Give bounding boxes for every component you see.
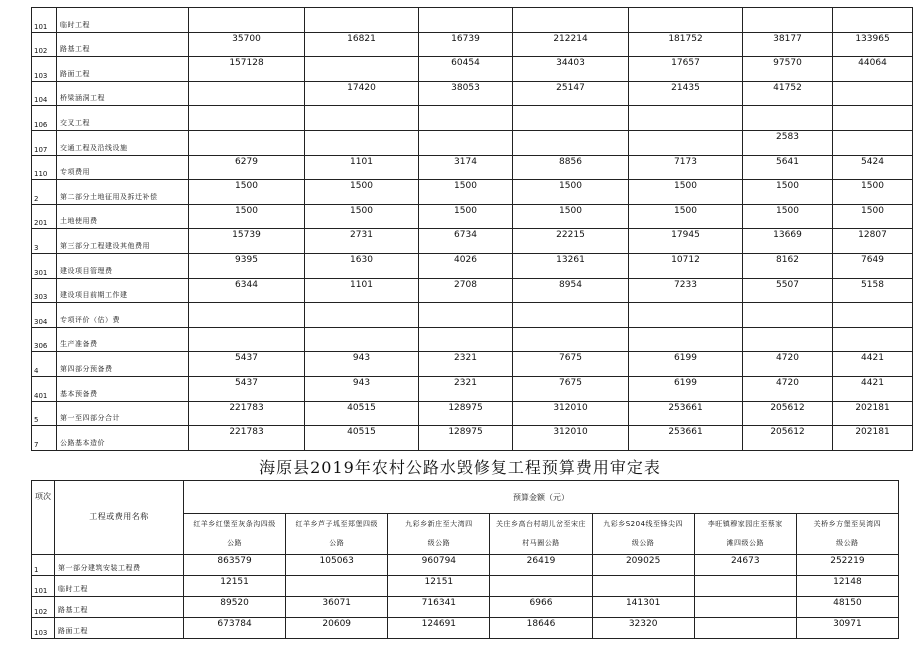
item-name: 公路基本造价 — [57, 426, 189, 451]
amount-cell — [513, 106, 629, 131]
amount-cell — [305, 327, 419, 352]
amount-cell — [833, 106, 913, 131]
amount-cell: 8954 — [513, 278, 629, 303]
table-row — [32, 229, 913, 254]
item-name: 临时工程 — [57, 8, 189, 33]
road-column-header — [286, 514, 388, 555]
amount-cell — [629, 303, 743, 328]
table-row — [32, 106, 913, 131]
page-title: 海原县2019年农村公路水毁修复工程预算费用审定表 — [259, 458, 661, 477]
road-column-header — [592, 514, 694, 555]
amount-cell: 40515 — [305, 401, 419, 426]
item-code: 401 — [32, 376, 57, 401]
amount-cell: 5641 — [743, 155, 833, 180]
item-code: 304 — [32, 303, 57, 328]
amount-cell: 105063 — [286, 555, 388, 576]
amount-cell: 36071 — [286, 597, 388, 618]
amount-cell: 1500 — [513, 204, 629, 229]
amount-cell — [189, 327, 305, 352]
item-name: 第四部分预备费 — [57, 352, 189, 377]
amount-cell: 181752 — [629, 32, 743, 57]
column-header-line: 级公路 — [836, 539, 859, 547]
amount-cell — [743, 106, 833, 131]
amount-cell: 124691 — [388, 618, 490, 639]
item-name: 路面工程 — [55, 618, 184, 639]
amount-cell: 7675 — [513, 376, 629, 401]
amount-cell — [513, 327, 629, 352]
item-code: 104 — [32, 81, 57, 106]
item-code: 103 — [32, 57, 57, 82]
amount-cell: 17420 — [305, 81, 419, 106]
amount-cell — [694, 618, 796, 639]
amount-cell: 202181 — [833, 401, 913, 426]
amount-cell: 2321 — [419, 376, 513, 401]
amount-cell — [419, 327, 513, 352]
amount-cell: 212214 — [513, 32, 629, 57]
item-name: 土地使用费 — [57, 204, 189, 229]
table-row — [32, 555, 899, 576]
amount-cell: 7649 — [833, 253, 913, 278]
budget-header: 预算金额（元） — [184, 481, 899, 514]
amount-cell: 8162 — [743, 253, 833, 278]
column-header-line: 级公路 — [427, 539, 451, 547]
road-column-header — [184, 514, 286, 555]
column-header-line: 红羊乡芦子坬至郑堡四级 — [295, 520, 378, 528]
amount-cell: 38053 — [419, 81, 513, 106]
amount-cell: 15739 — [189, 229, 305, 254]
item-code: 306 — [32, 327, 57, 352]
amount-cell — [833, 130, 913, 155]
amount-cell — [743, 303, 833, 328]
amount-cell: 8856 — [513, 155, 629, 180]
road-column-header — [388, 514, 490, 555]
amount-cell: 30971 — [796, 618, 898, 639]
amount-cell: 252219 — [796, 555, 898, 576]
item-name: 第二部分土地征用及拆迁补偿 — [57, 180, 189, 205]
amount-cell: 17657 — [629, 57, 743, 82]
amount-cell — [305, 106, 419, 131]
amount-cell: 5507 — [743, 278, 833, 303]
item-code: 103 — [32, 618, 55, 639]
item-code: 2 — [32, 180, 57, 205]
amount-cell: 21435 — [629, 81, 743, 106]
amount-cell: 312010 — [513, 426, 629, 451]
amount-cell: 1500 — [629, 180, 743, 205]
amount-cell: 863579 — [184, 555, 286, 576]
table-row — [32, 576, 899, 597]
cost-table-continued — [31, 7, 913, 451]
amount-cell — [592, 576, 694, 597]
amount-cell: 943 — [305, 376, 419, 401]
amount-cell: 2708 — [419, 278, 513, 303]
amount-cell — [419, 8, 513, 33]
item-code: 101 — [32, 576, 55, 597]
table-row — [32, 180, 913, 205]
amount-cell — [743, 327, 833, 352]
amount-cell: 202181 — [833, 426, 913, 451]
column-header-line: 红羊乡红堡至灰条沟四级 — [193, 520, 276, 528]
item-name: 路基工程 — [55, 597, 184, 618]
amount-cell: 253661 — [629, 401, 743, 426]
header-row-top — [32, 481, 899, 514]
amount-cell: 209025 — [592, 555, 694, 576]
amount-cell: 4421 — [833, 352, 913, 377]
amount-cell: 133965 — [833, 32, 913, 57]
amount-cell: 2321 — [419, 352, 513, 377]
column-header-line: 公路 — [227, 539, 243, 547]
amount-cell — [694, 576, 796, 597]
amount-cell — [629, 106, 743, 131]
table-row — [32, 278, 913, 303]
amount-cell: 12807 — [833, 229, 913, 254]
item-name: 桥梁涵洞工程 — [57, 81, 189, 106]
amount-cell — [189, 8, 305, 33]
item-name: 路基工程 — [57, 32, 189, 57]
amount-cell: 22215 — [513, 229, 629, 254]
amount-cell: 13669 — [743, 229, 833, 254]
amount-cell: 1500 — [743, 180, 833, 205]
amount-cell: 5158 — [833, 278, 913, 303]
item-name: 路面工程 — [57, 57, 189, 82]
item-header: 项次 — [32, 481, 55, 555]
name-header: 工程或费用名称 — [55, 481, 184, 555]
amount-cell: 38177 — [743, 32, 833, 57]
item-name: 交叉工程 — [57, 106, 189, 131]
amount-cell: 1500 — [419, 180, 513, 205]
item-name: 专项费用 — [57, 155, 189, 180]
column-header-line: 关桥乡方堡至吴湾四 — [813, 520, 882, 528]
amount-cell: 2731 — [305, 229, 419, 254]
amount-cell: 12151 — [184, 576, 286, 597]
column-header-line: 村马圈公路 — [522, 539, 560, 547]
amount-cell: 141301 — [592, 597, 694, 618]
amount-cell: 205612 — [743, 426, 833, 451]
item-name: 第一至四部分合计 — [57, 401, 189, 426]
amount-cell: 2583 — [743, 130, 833, 155]
table-row — [32, 8, 913, 33]
amount-cell: 16739 — [419, 32, 513, 57]
item-code: 102 — [32, 32, 57, 57]
amount-cell: 12151 — [388, 576, 490, 597]
amount-cell: 13261 — [513, 253, 629, 278]
amount-cell: 41752 — [743, 81, 833, 106]
road-column-header — [796, 514, 898, 555]
amount-cell: 6279 — [189, 155, 305, 180]
amount-cell — [189, 81, 305, 106]
road-column-header — [490, 514, 592, 555]
amount-cell: 4421 — [833, 376, 913, 401]
amount-cell: 4720 — [743, 376, 833, 401]
table-row — [32, 130, 913, 155]
table-row — [32, 426, 913, 451]
item-code: 101 — [32, 8, 57, 33]
amount-cell: 17945 — [629, 229, 743, 254]
column-header-line: 级公路 — [631, 539, 655, 547]
amount-cell: 9395 — [189, 253, 305, 278]
amount-cell: 221783 — [189, 401, 305, 426]
amount-cell: 312010 — [513, 401, 629, 426]
amount-cell — [833, 303, 913, 328]
table-row — [32, 401, 913, 426]
amount-cell: 3174 — [419, 155, 513, 180]
amount-cell — [833, 8, 913, 33]
amount-cell: 6344 — [189, 278, 305, 303]
item-code: 303 — [32, 278, 57, 303]
amount-cell: 205612 — [743, 401, 833, 426]
amount-cell: 157128 — [189, 57, 305, 82]
item-code: 110 — [32, 155, 57, 180]
amount-cell: 6199 — [629, 376, 743, 401]
table-row — [32, 253, 913, 278]
amount-cell: 16821 — [305, 32, 419, 57]
amount-cell — [833, 327, 913, 352]
amount-cell: 253661 — [629, 426, 743, 451]
cost-approval-table — [31, 480, 899, 639]
item-code: 107 — [32, 130, 57, 155]
amount-cell — [419, 106, 513, 131]
amount-cell — [513, 303, 629, 328]
amount-cell: 128975 — [419, 426, 513, 451]
amount-cell: 48150 — [796, 597, 898, 618]
amount-cell: 128975 — [419, 401, 513, 426]
amount-cell — [833, 81, 913, 106]
amount-cell: 44064 — [833, 57, 913, 82]
amount-cell: 5437 — [189, 376, 305, 401]
amount-cell: 1101 — [305, 155, 419, 180]
amount-cell: 32320 — [592, 618, 694, 639]
amount-cell — [513, 8, 629, 33]
amount-cell: 7675 — [513, 352, 629, 377]
item-name: 第一部分建筑安装工程费 — [55, 555, 184, 576]
item-code: 201 — [32, 204, 57, 229]
table-row — [32, 155, 913, 180]
amount-cell — [305, 303, 419, 328]
table-row — [32, 597, 899, 618]
table-row — [32, 618, 899, 639]
table-row — [32, 327, 913, 352]
item-name: 专项评价（估）费 — [57, 303, 189, 328]
amount-cell: 1101 — [305, 278, 419, 303]
amount-cell — [490, 576, 592, 597]
item-name: 建设项目管理费 — [57, 253, 189, 278]
amount-cell — [629, 130, 743, 155]
amount-cell — [629, 327, 743, 352]
amount-cell: 7233 — [629, 278, 743, 303]
column-header-line: 关庄乡高台村胡儿岔至宋庄 — [495, 520, 586, 528]
table-row — [32, 352, 913, 377]
amount-cell: 6734 — [419, 229, 513, 254]
amount-cell: 716341 — [388, 597, 490, 618]
amount-cell: 20609 — [286, 618, 388, 639]
table-row — [32, 303, 913, 328]
item-code: 106 — [32, 106, 57, 131]
item-code: 7 — [32, 426, 57, 451]
amount-cell: 7173 — [629, 155, 743, 180]
amount-cell: 673784 — [184, 618, 286, 639]
amount-cell — [743, 8, 833, 33]
amount-cell — [305, 57, 419, 82]
amount-cell — [305, 8, 419, 33]
amount-cell: 1500 — [629, 204, 743, 229]
amount-cell — [513, 130, 629, 155]
amount-cell: 1500 — [833, 204, 913, 229]
amount-cell: 1500 — [189, 204, 305, 229]
amount-cell: 221783 — [189, 426, 305, 451]
amount-cell: 10712 — [629, 253, 743, 278]
amount-cell: 6199 — [629, 352, 743, 377]
amount-cell: 6966 — [490, 597, 592, 618]
column-header-line: 李旺镇穆家园庄至蔡家 — [707, 520, 783, 528]
item-code: 102 — [32, 597, 55, 618]
amount-cell: 35700 — [189, 32, 305, 57]
amount-cell: 24673 — [694, 555, 796, 576]
item-name: 生产准备费 — [57, 327, 189, 352]
amount-cell — [286, 576, 388, 597]
column-header-line: 九彩乡S204线至锋尖四 — [603, 520, 684, 528]
item-name: 第三部分工程建设其他费用 — [57, 229, 189, 254]
item-name: 临时工程 — [55, 576, 184, 597]
amount-cell: 12148 — [796, 576, 898, 597]
amount-cell — [305, 130, 419, 155]
amount-cell: 1500 — [513, 180, 629, 205]
amount-cell: 4720 — [743, 352, 833, 377]
item-code: 1 — [32, 555, 55, 576]
amount-cell: 1630 — [305, 253, 419, 278]
amount-cell: 60454 — [419, 57, 513, 82]
amount-cell: 25147 — [513, 81, 629, 106]
amount-cell — [189, 106, 305, 131]
amount-cell — [419, 303, 513, 328]
column-header-line: 滩四级公路 — [726, 539, 765, 547]
table-row — [32, 204, 913, 229]
amount-cell: 34403 — [513, 57, 629, 82]
item-name: 交通工程及沿线设施 — [57, 130, 189, 155]
amount-cell: 1500 — [305, 180, 419, 205]
amount-cell: 1500 — [419, 204, 513, 229]
amount-cell: 5424 — [833, 155, 913, 180]
item-code: 4 — [32, 352, 57, 377]
table-row — [32, 376, 913, 401]
table-row — [32, 57, 913, 82]
amount-cell: 18646 — [490, 618, 592, 639]
amount-cell: 89520 — [184, 597, 286, 618]
column-header-line: 公路 — [329, 539, 345, 547]
amount-cell: 97570 — [743, 57, 833, 82]
road-column-header — [694, 514, 796, 555]
item-name: 建设项目前期工作建 — [57, 278, 189, 303]
amount-cell: 1500 — [189, 180, 305, 205]
amount-cell: 1500 — [743, 204, 833, 229]
amount-cell: 40515 — [305, 426, 419, 451]
amount-cell — [189, 130, 305, 155]
item-code: 301 — [32, 253, 57, 278]
amount-cell: 5437 — [189, 352, 305, 377]
table-row — [32, 81, 913, 106]
item-name: 基本预备费 — [57, 376, 189, 401]
amount-cell: 960794 — [388, 555, 490, 576]
amount-cell — [189, 303, 305, 328]
amount-cell: 943 — [305, 352, 419, 377]
column-header-line: 九彩乡新庄至大湾四 — [405, 520, 473, 528]
item-code: 3 — [32, 229, 57, 254]
amount-cell: 4026 — [419, 253, 513, 278]
amount-cell — [694, 597, 796, 618]
amount-cell — [419, 130, 513, 155]
amount-cell — [629, 8, 743, 33]
amount-cell: 1500 — [833, 180, 913, 205]
amount-cell: 1500 — [305, 204, 419, 229]
amount-cell: 26419 — [490, 555, 592, 576]
table-row — [32, 32, 913, 57]
item-code: 5 — [32, 401, 57, 426]
